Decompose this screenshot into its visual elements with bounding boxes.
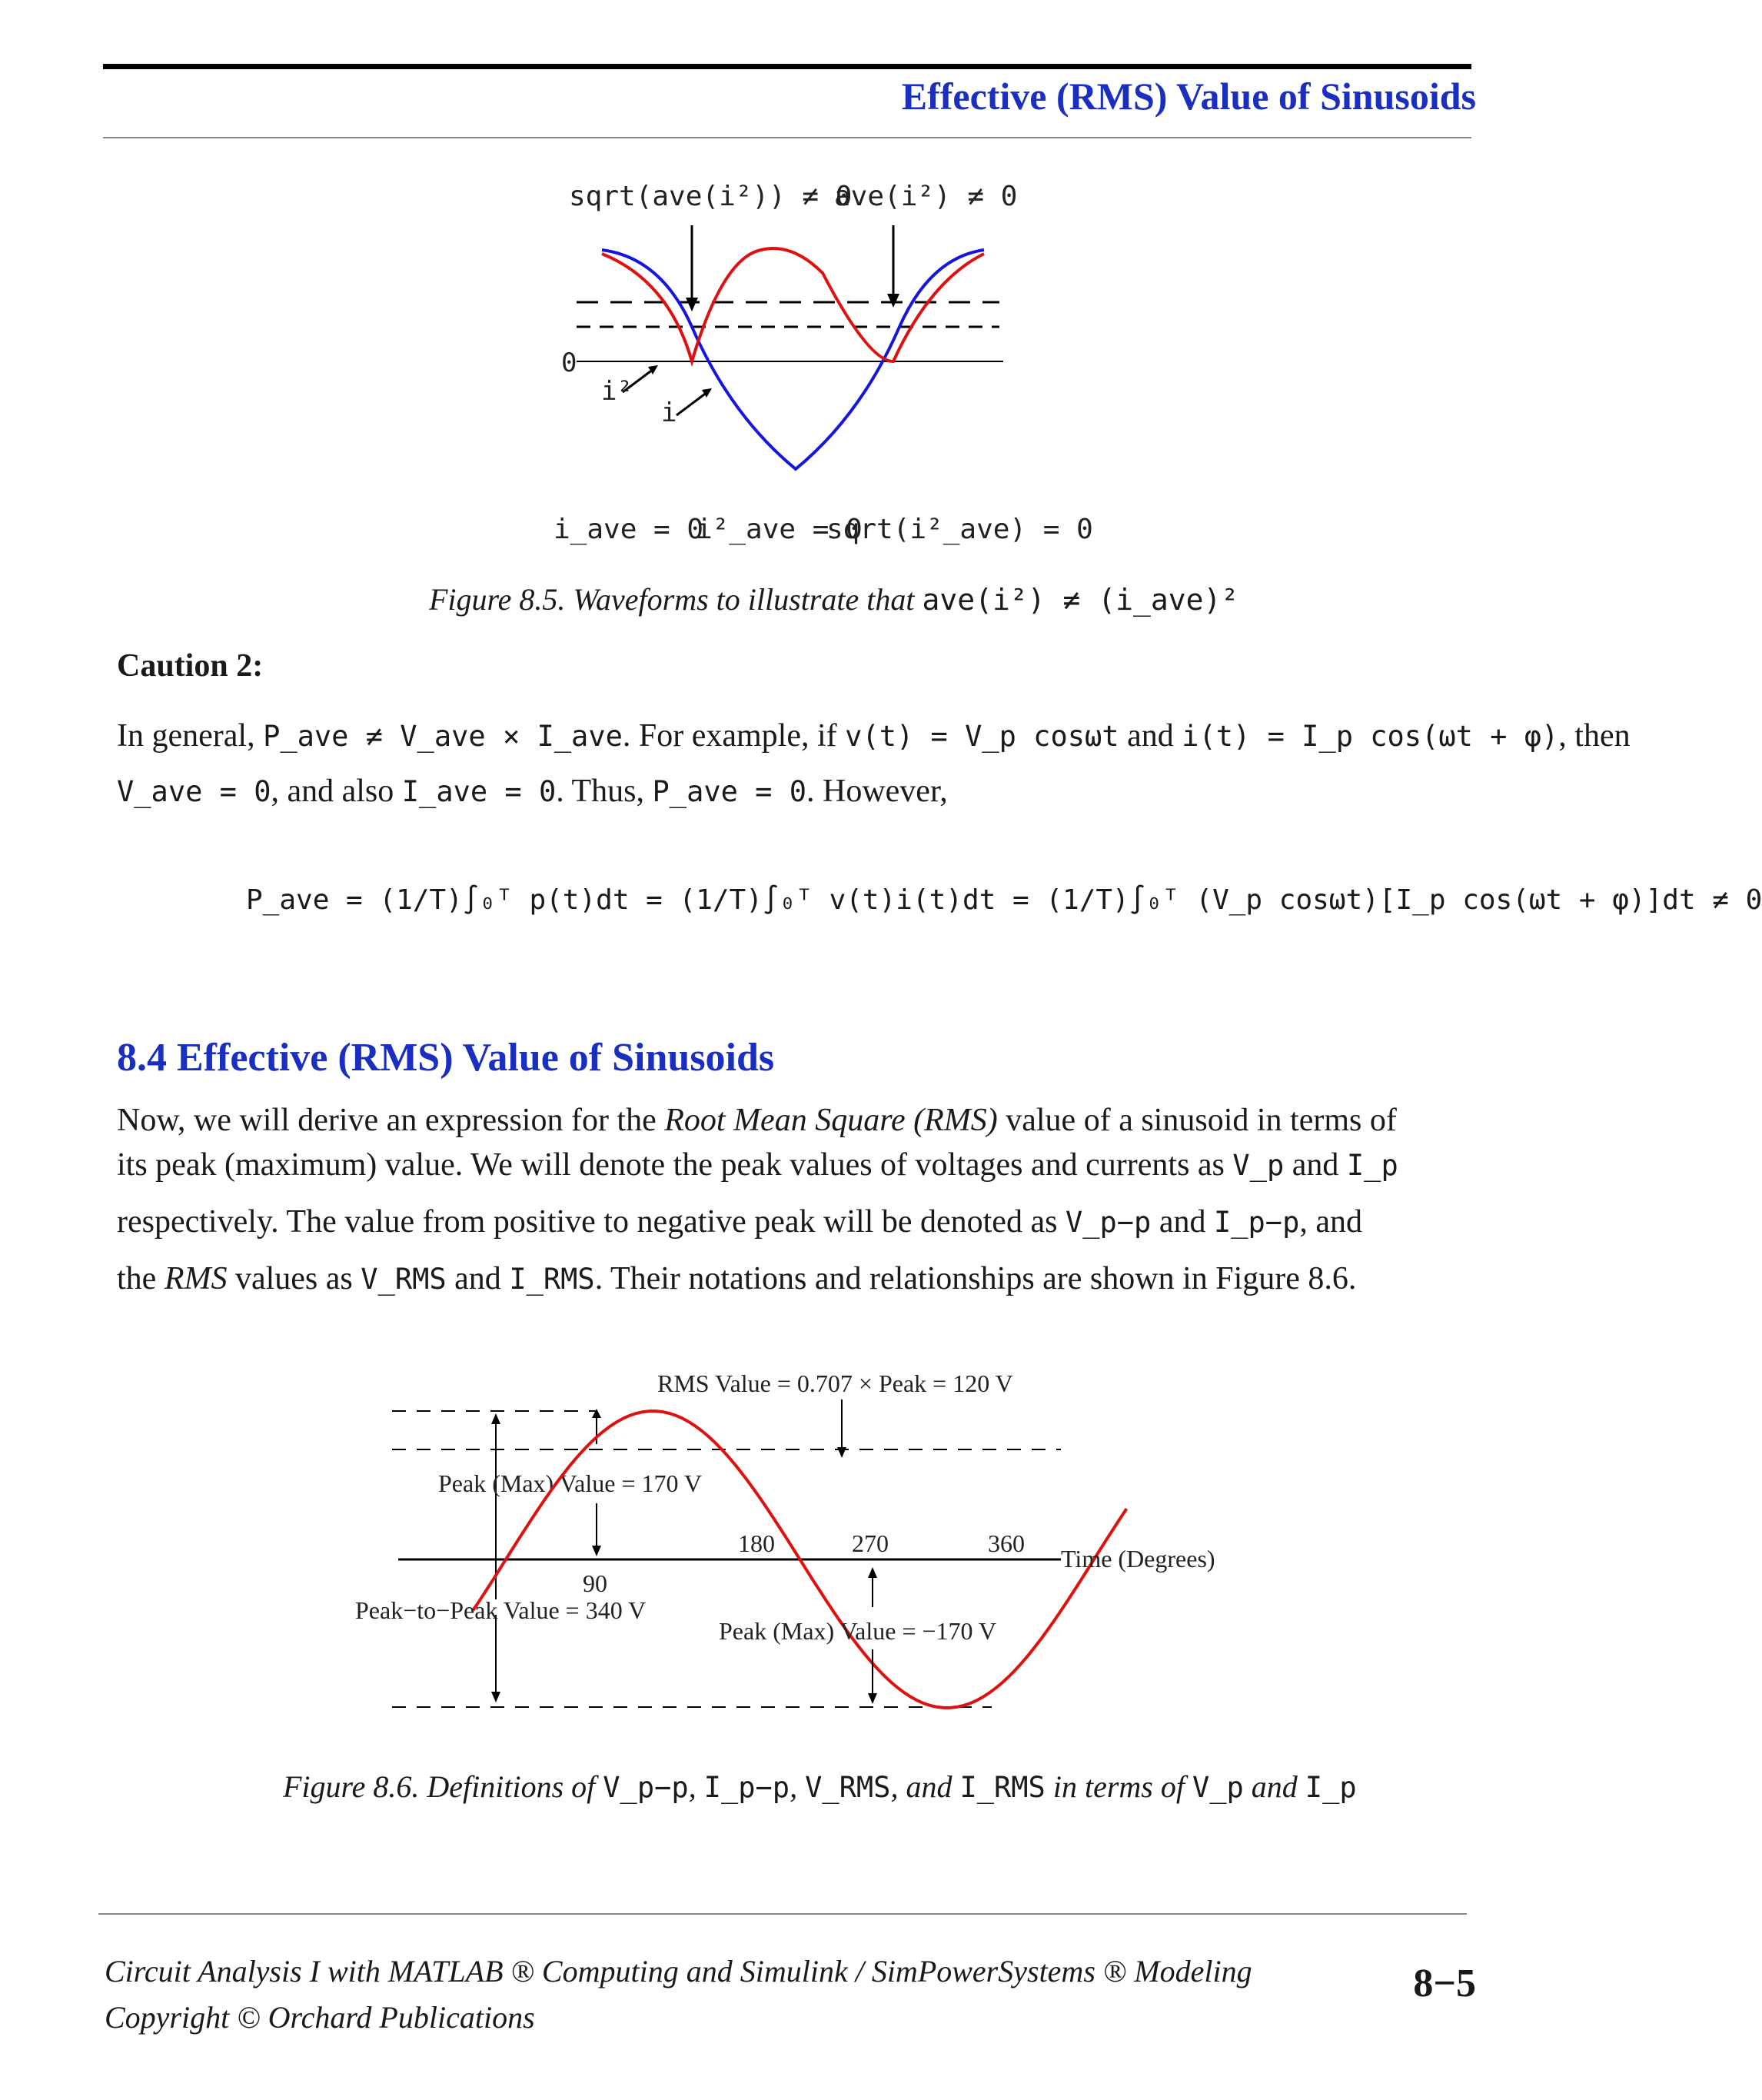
fig86-caption-math: V_p — [1192, 1771, 1244, 1804]
section-para-line-3 — [117, 1193, 1470, 1251]
figure-8-5-caption — [429, 581, 1238, 617]
caution-math: P_ave = 0 — [652, 775, 806, 808]
para-math: I_RMS — [509, 1263, 595, 1296]
header-top-rule — [103, 64, 1471, 69]
fig85-eq-2: i²_ave = 0 — [696, 514, 863, 545]
fig86-caption-math: V_p−p — [603, 1771, 689, 1804]
caution-text: , then — [1558, 718, 1631, 754]
caution-text: , and also — [271, 774, 394, 809]
fig86-caption-text: and — [906, 1769, 952, 1804]
fig86-caption-math: I_RMS — [959, 1771, 1046, 1804]
caution-math: V_ave = 0 — [117, 775, 271, 808]
para-text: and — [454, 1261, 501, 1296]
fig85-eq-3: sqrt(i²_ave) = 0 — [826, 514, 1093, 545]
section-heading: 8.4 Effective (RMS) Value of Sinusoids — [117, 1036, 775, 1080]
fig86-caption-math: I_p — [1305, 1771, 1357, 1804]
fig85-current-wave — [602, 250, 984, 469]
caution-text: In general, — [117, 718, 255, 754]
running-header-title: Effective (RMS) Value of Sinusoids — [901, 75, 1476, 118]
fig86-caption-text: in terms of — [1052, 1769, 1185, 1804]
fig85-eq-1: i_ave = 0 — [554, 514, 704, 545]
para-math: V_RMS — [361, 1263, 447, 1296]
footer-rule — [98, 1913, 1467, 1915]
fig86-rms-label: RMS Value = 0.707 × Peak = 120 V — [657, 1369, 1013, 1397]
fig85-label-top-left: sqrt(ave(i²)) ≠ 0 — [569, 181, 853, 212]
para-text: , and — [1299, 1204, 1363, 1240]
fig86-peak-to-peak-label: Peak−to−Peak Value = 340 V — [355, 1596, 647, 1624]
para-text: the — [117, 1261, 157, 1296]
fig85-label-top-right: ave(i²) ≠ 0 — [834, 181, 1018, 212]
fig86-caption-text: and — [1251, 1769, 1298, 1804]
fig86-peak-pos-label: Peak (Max) Value = 170 V — [438, 1469, 703, 1497]
fig85-caption-text: Figure 8.5. Waveforms to illustrate that — [429, 582, 915, 617]
para-math: V_p — [1232, 1149, 1285, 1182]
para-text: value of a sinusoid in terms of — [1006, 1103, 1397, 1138]
section-para-line-4 — [117, 1250, 1470, 1308]
fig85-caption-math: ave(i²) ≠ (i_ave)² — [922, 583, 1239, 617]
para-emphasis: RMS — [164, 1261, 228, 1296]
para-text: and — [1159, 1204, 1206, 1240]
fig86-tick-180: 180 — [738, 1529, 775, 1557]
figure-8-6-caption: Figure 8.6. Definitions of V_p−p, I_p−p, V_RMS, and I_RMS in terms of V_p and I_p — [283, 1769, 1357, 1804]
para-text: Now, we will derive an expression for the — [117, 1103, 657, 1138]
fig86-tick-90: 90 — [583, 1569, 607, 1597]
caution-line-2 — [117, 763, 1470, 820]
fig86-caption-math: V_RMS — [805, 1771, 891, 1804]
para-text: . Their notations and relationships are shown in Figure 8.6. — [594, 1261, 1357, 1296]
caution-math: I_ave = 0 — [401, 775, 557, 808]
fig85-zero-label: 0 — [561, 348, 577, 378]
para-text: values as — [234, 1261, 353, 1296]
page-number: 8−5 — [1413, 1962, 1476, 2005]
fig86-caption-text: Figure 8.6. Definitions of — [283, 1769, 596, 1804]
power-equation: P_ave = (1/T)∫₀ᵀ p(t)dt = (1/T)∫₀ᵀ v(t)i(t)dt = (1/T)∫₀ᵀ (V_p cosωt)[I_p cos(ωt + φ)]dt ≠ 0 — [246, 884, 1762, 916]
fig86-peak-neg-label: Peak (Max) Value = −170 V — [719, 1617, 997, 1645]
fig85-i-squared-label: i² — [601, 376, 633, 407]
caution-math: i(t) = I_p cos(ωt + φ) — [1182, 720, 1559, 753]
section-para-line-2 — [117, 1137, 1470, 1194]
caution-text: . However, — [806, 774, 948, 809]
caution-text: and — [1127, 718, 1174, 754]
caution-math: v(t) = V_p cosωt — [845, 720, 1119, 753]
fig86-tick-360: 360 — [988, 1529, 1025, 1557]
para-text: and — [1292, 1147, 1339, 1183]
header-bottom-rule — [103, 137, 1471, 138]
fig86-axis-label: Time (Degrees) — [1061, 1545, 1215, 1573]
fig85-squared-wave — [602, 248, 984, 361]
figure-8-6 — [338, 1353, 1261, 1738]
fig85-i-label: i — [661, 398, 677, 428]
caution-title: Caution 2: — [117, 648, 264, 684]
fig86-tick-270: 270 — [852, 1529, 889, 1557]
fig86-caption-math: I_p−p — [703, 1771, 790, 1804]
caution-text: . For example, if — [622, 718, 837, 754]
figure-8-5 — [538, 165, 1093, 565]
para-math: I_p−p — [1213, 1206, 1300, 1239]
para-text: respectively. The value from positive to negative peak will be denoted as — [117, 1204, 1058, 1240]
caution-text: . Thus, — [556, 774, 645, 809]
caution-line-1 — [117, 707, 1631, 765]
para-math: V_p−p — [1065, 1206, 1152, 1239]
footer-book-title: Circuit Analysis I with MATLAB ® Computing and Simulink / SimPowerSystems ® Modeling — [105, 1954, 1252, 1989]
footer-copyright: Copyright © Orchard Publications — [105, 2000, 535, 2035]
caution-math: P_ave ≠ V_ave × I_ave — [263, 720, 623, 753]
para-emphasis: Root Mean Square (RMS) — [664, 1103, 998, 1138]
para-text: its peak (maximum) value. We will denote the peak values of voltages and currents as — [117, 1147, 1225, 1183]
para-math: I_p — [1346, 1149, 1398, 1182]
